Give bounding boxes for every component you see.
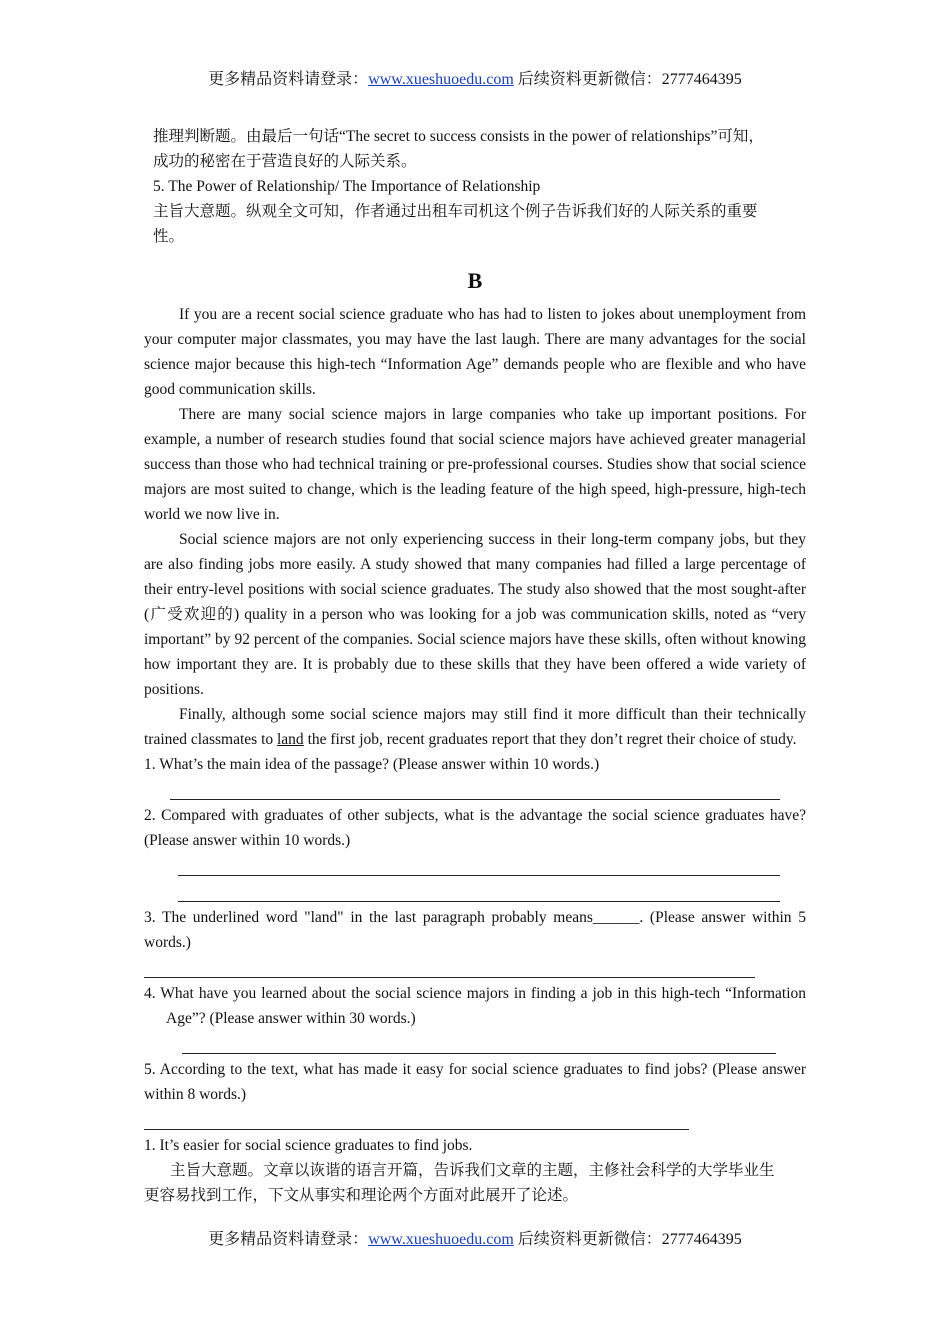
header-suffix: 后续资料更新微信：2777464395 <box>513 71 742 88</box>
passage-paragraph-2: There are many social science majors in large companies who take up important positions. For example, a number of research studies found that social science majors have achieved greater managerial success than those who had technical training or pre-professional courses. Studies show that social science majors are most suited to change, which is the leading feature of the high speed, high-pressure, high-tech world we now live in. <box>144 406 806 523</box>
answer-1-note-line-2: 更容易找到工作，下文从事实和理论两个方面对此展开了论述。 <box>144 1187 579 1204</box>
answer-line-5[interactable] <box>144 1107 689 1130</box>
top-line-3: 5. The Power of Relationship/ The Importance of Relationship <box>153 178 541 195</box>
top-answer-block <box>153 124 806 249</box>
answer-line-4[interactable] <box>182 1031 776 1054</box>
passage-paragraph-1: If you are a recent social science graduate who has had to listen to jokes about unemployment from your computer major classmates, you may have the last laugh. There are many advantages for the social science major because this high-tech “Information Age” demands people who are flexible and who have good communication skills. <box>144 306 806 398</box>
page-header <box>0 66 950 89</box>
footer-suffix: 后续资料更新微信：2777464395 <box>513 1231 742 1248</box>
passage-paragraph-3: Social science majors are not only experiencing success in their long-term company jobs, but they are also finding jobs more easily. A study showed that many companies had filled a large percentage of their entry-level positions with social science graduates. The study also showed that the most sought-after (广受欢迎的) quality in a person who was looking for a job was communication skills, noted as “very important” by 92 percent of the companies. Social science majors have these skills, often without knowing how important they are. It is probably due to these skills that they have been offered a wide variety of positions. <box>144 531 806 698</box>
section-title: B <box>467 268 483 293</box>
footer-prefix: 更多精品资料请登录： <box>208 1231 369 1248</box>
top-line-4: 主旨大意题。纵观全文可知，作者通过出租车司机这个例子告诉我们好的人际关系的重要 <box>153 203 758 220</box>
page-footer <box>0 1226 950 1249</box>
answer-1-note-line-1: 主旨大意题。文章以诙谐的语言开篇，告诉我们文章的主题，主修社会科学的大学毕业生 <box>170 1162 775 1179</box>
header-link[interactable]: www.xueshuoedu.com <box>368 71 514 88</box>
top-line-5: 性。 <box>153 228 185 245</box>
top-line-1: 推理判断题。由最后一句话“The secret to success consists in the power of relationships”可知， <box>153 128 764 145</box>
passage-paragraph-4: Finally, although some social science majors may still find it more difficult than their technically trained classmates to land the first job, recent graduates report that they don’t regret their choice of study. <box>144 706 806 748</box>
footer-link[interactable]: www.xueshuoedu.com <box>368 1231 514 1248</box>
reading-section <box>144 256 806 1208</box>
question-5: 5. According to the text, what has made it easy for social science graduates to find jobs? (Please answer within 8 words.) <box>144 1061 806 1103</box>
header-prefix: 更多精品资料请登录： <box>208 71 369 88</box>
answer-line-2b[interactable] <box>178 879 780 902</box>
answer-line-2a[interactable] <box>178 853 780 876</box>
answer-1: 1. It’s easier for social science graduates to find jobs. <box>144 1137 473 1154</box>
question-4: 4. What have you learned about the social science majors in finding a job in this high-tech “Information Age”? (Please answer within 30 words.) <box>144 985 806 1027</box>
answer-line-3[interactable] <box>144 955 755 978</box>
question-2: 2. Compared with graduates of other subjects, what is the advantage the social science graduates have? (Please answer within 10 words.) <box>144 807 806 849</box>
question-3: 3. The underlined word "land" in the last paragraph probably means______. (Please answer within 5 words.) <box>144 909 806 951</box>
answer-line-1[interactable] <box>170 777 780 800</box>
top-line-2: 成功的秘密在于营造良好的人际关系。 <box>153 153 417 170</box>
underlined-word-land: land <box>277 731 304 748</box>
question-1: 1. What’s the main idea of the passage? (Please answer within 10 words.) <box>144 756 600 773</box>
